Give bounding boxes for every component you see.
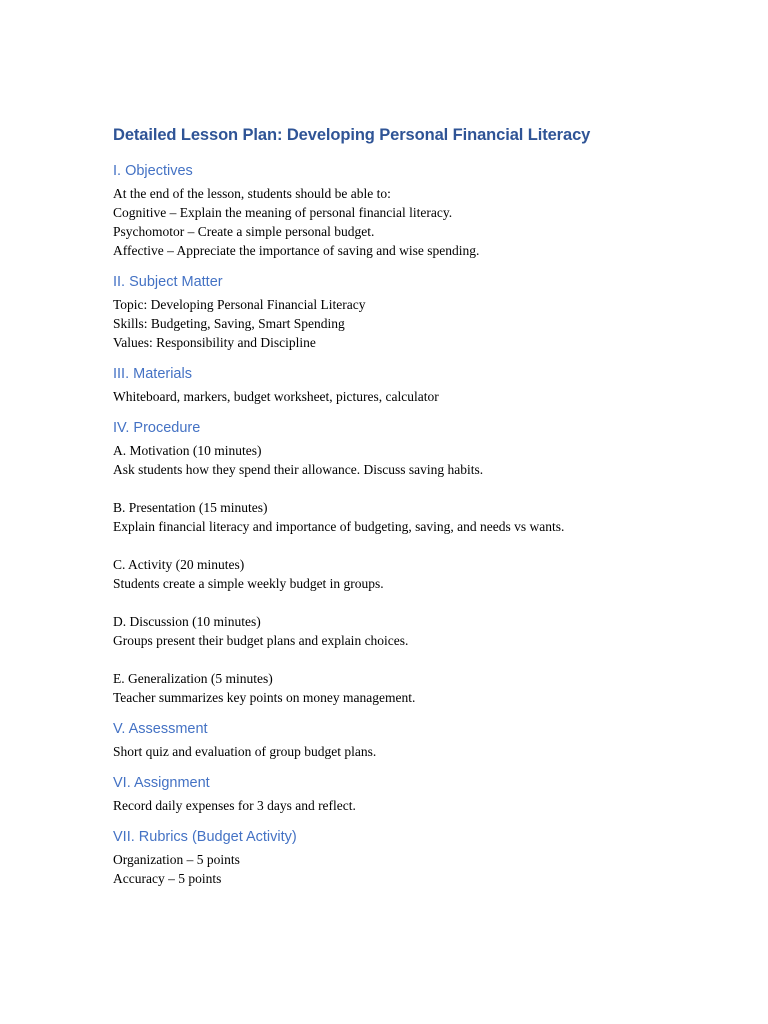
objective-cognitive: Cognitive – Explain the meaning of personal financial literacy.	[113, 205, 453, 220]
objective-psychomotor: Psychomotor – Create a simple personal budget.	[113, 224, 375, 239]
procedure-step-title: C. Activity (20 minutes)	[113, 557, 245, 572]
procedure-step-text: Teacher summarizes key points on money management.	[113, 690, 416, 705]
document-body	[113, 124, 713, 888]
materials-list: Whiteboard, markers, budget worksheet, pictures, calculator	[113, 389, 439, 404]
section-heading-materials: III. Materials	[113, 366, 192, 382]
procedure-step-title: B. Presentation (15 minutes)	[113, 500, 268, 515]
spacer	[113, 260, 713, 272]
section-rubrics	[113, 827, 713, 888]
rubric-accuracy: Accuracy – 5 points	[113, 871, 222, 886]
spacer	[113, 650, 713, 669]
section-heading-assignment: VI. Assignment	[113, 775, 210, 791]
objective-affective: Affective – Appreciate the importance of saving and wise spending.	[113, 243, 480, 258]
spacer	[113, 815, 713, 827]
procedure-step-title: A. Motivation (10 minutes)	[113, 443, 262, 458]
section-procedure	[113, 418, 713, 707]
spacer	[113, 761, 713, 773]
spacer	[113, 593, 713, 612]
procedure-step-title: E. Generalization (5 minutes)	[113, 671, 273, 686]
spacer	[113, 707, 713, 719]
rubric-organization: Organization – 5 points	[113, 852, 240, 867]
procedure-step-text: Explain financial literacy and importance of budgeting, saving, and needs vs wants.	[113, 519, 565, 534]
section-heading-rubrics: VII. Rubrics (Budget Activity)	[113, 829, 297, 845]
spacer	[113, 479, 713, 498]
section-objectives	[113, 161, 713, 260]
procedure-step-text: Ask students how they spend their allowance. Discuss saving habits.	[113, 462, 484, 477]
assessment-text: Short quiz and evaluation of group budget plans.	[113, 744, 377, 759]
subject-topic: Topic: Developing Personal Financial Literacy	[113, 297, 366, 312]
subject-skills: Skills: Budgeting, Saving, Smart Spending	[113, 316, 345, 331]
section-heading-subject-matter: II. Subject Matter	[113, 274, 223, 290]
section-assignment	[113, 773, 713, 815]
procedure-step-text: Groups present their budget plans and explain choices.	[113, 633, 409, 648]
procedure-step-text: Students create a simple weekly budget in groups.	[113, 576, 384, 591]
assignment-text: Record daily expenses for 3 days and reflect.	[113, 798, 356, 813]
section-assessment	[113, 719, 713, 761]
section-heading-objectives: I. Objectives	[113, 163, 193, 179]
procedure-step-title: D. Discussion (10 minutes)	[113, 614, 261, 629]
document-title: Detailed Lesson Plan: Developing Personal Financial Literacy	[113, 126, 591, 144]
spacer	[113, 406, 713, 418]
section-heading-assessment: V. Assessment	[113, 721, 208, 737]
objectives-intro: At the end of the lesson, students should be able to:	[113, 186, 391, 201]
section-materials	[113, 364, 713, 406]
section-heading-procedure: IV. Procedure	[113, 420, 201, 436]
subject-values: Values: Responsibility and Discipline	[113, 335, 316, 350]
spacer	[113, 536, 713, 555]
section-subject-matter	[113, 272, 713, 352]
spacer	[113, 352, 713, 364]
